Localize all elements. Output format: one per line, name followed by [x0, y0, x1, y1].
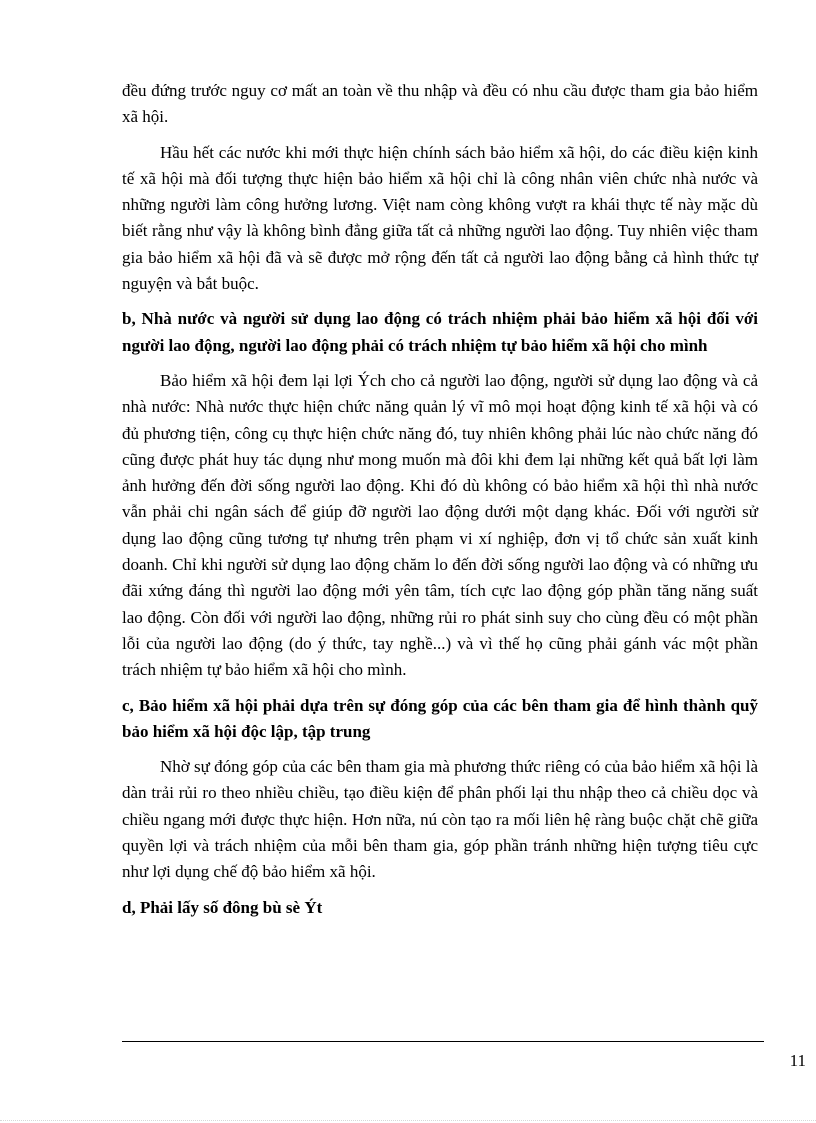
page-bottom-edge: [0, 1120, 816, 1121]
page-content: [122, 78, 758, 930]
page-number: 11: [789, 1051, 806, 1070]
section-heading-c: c, Bảo hiểm xã hội phải dựa trên sự đóng góp của các bên tham gia để hình thành quỹ bảo hiểm xã hội độc lập, tập trung: [122, 695, 758, 741]
section-heading-b: b, Nhà nước và người sử dụng lao động có trách nhiệm phải bảo hiểm xã hội đối với người lao động, người lao động phải có trách nhiệm tự bảo hiểm xã hội cho mình: [122, 309, 758, 355]
paragraph-contributions: Nhờ sự đóng góp của các bên tham gia mà phương thức riêng có của bảo hiểm xã hội là dàn trải rủi ro theo nhiều chiều, tạo điều kiện để phân phối lại thu nhập theo cả chiều dọc và chiều ngang mới được thực hiện. Hơn nữa, nú còn tạo ra mối liên hệ ràng buộc chặt chẽ giữa quyền lợi và trách nhiệm của mỗi bên tham gia, góp phần tránh những hiện tượng tiêu cực như lợi dụng chế độ bảo hiểm xã hội.: [122, 757, 758, 882]
footer-divider: [122, 1041, 764, 1042]
paragraph-responsibilities: Bảo hiểm xã hội đem lại lợi Ých cho cả người lao động, người sử dụng lao động và cả nhà nước: Nhà nước thực hiện chức năng quản lý vĩ mô mọi hoạt động kinh tế xã hội và có đủ phương tiện, công cụ thực hiện chức năng đó, tuy nhiên không phải lúc nào chức năng đó cũng được phát huy tác dụng như mong muốn mà đôi khi đem lại những kết quả bất lợi làm ảnh hưởng đến đời sống người lao động. Khi đó dù không có bảo hiểm xã hội thì nhà nước vẫn phải chi ngân sách để giúp đỡ người lao động dưới một dạng khác. Đối với người sử dụng lao động cũng tương tự nhưng trên phạm vi xí nghiệp, đơn vị tổ chức sản xuất kinh doanh. Chỉ khi người sử dụng lao động chăm lo đến đời sống người lao động và có những ưu đãi xứng đáng thì người lao động mới yên tâm, tích cực lao động góp phần tăng năng suất lao động. Còn đối với người lao động, những rủi ro phát sinh suy cho cùng đều có một phần lỗi của người lao động (do ý thức, tay nghề...) và vì thế họ cũng phải gánh vác một phần trách nhiệm tự bảo hiểm xã hội cho mình.: [122, 370, 758, 680]
paragraph-continuation: đều đứng trước nguy cơ mất an toàn về thu nhập và đều có nhu cầu được tham gia bảo hiểm xã hội.: [122, 81, 758, 127]
paragraph-coverage-expansion: Hầu hết các nước khi mới thực hiện chính sách bảo hiểm xã hội, do các điều kiện kinh tế xã hội mà đối tượng thực hiện bảo hiểm xã hội chỉ là công nhân viên chức nhà nước và những người làm công hưởng lương. Việt nam còng không vượt ra khái thực tế này mặc dù biết rằng như vậy là không bình đẳng giữa tất cả những người lao động. Tuy nhiên việc tham gia bảo hiểm xã hội đã và sẽ được mở rộng đến tất cả người lao động bằng cả hình thức tự nguyện và bắt buộc.: [122, 142, 758, 294]
section-heading-d: d, Phải lấy số đông bù sè Ýt: [122, 897, 323, 917]
